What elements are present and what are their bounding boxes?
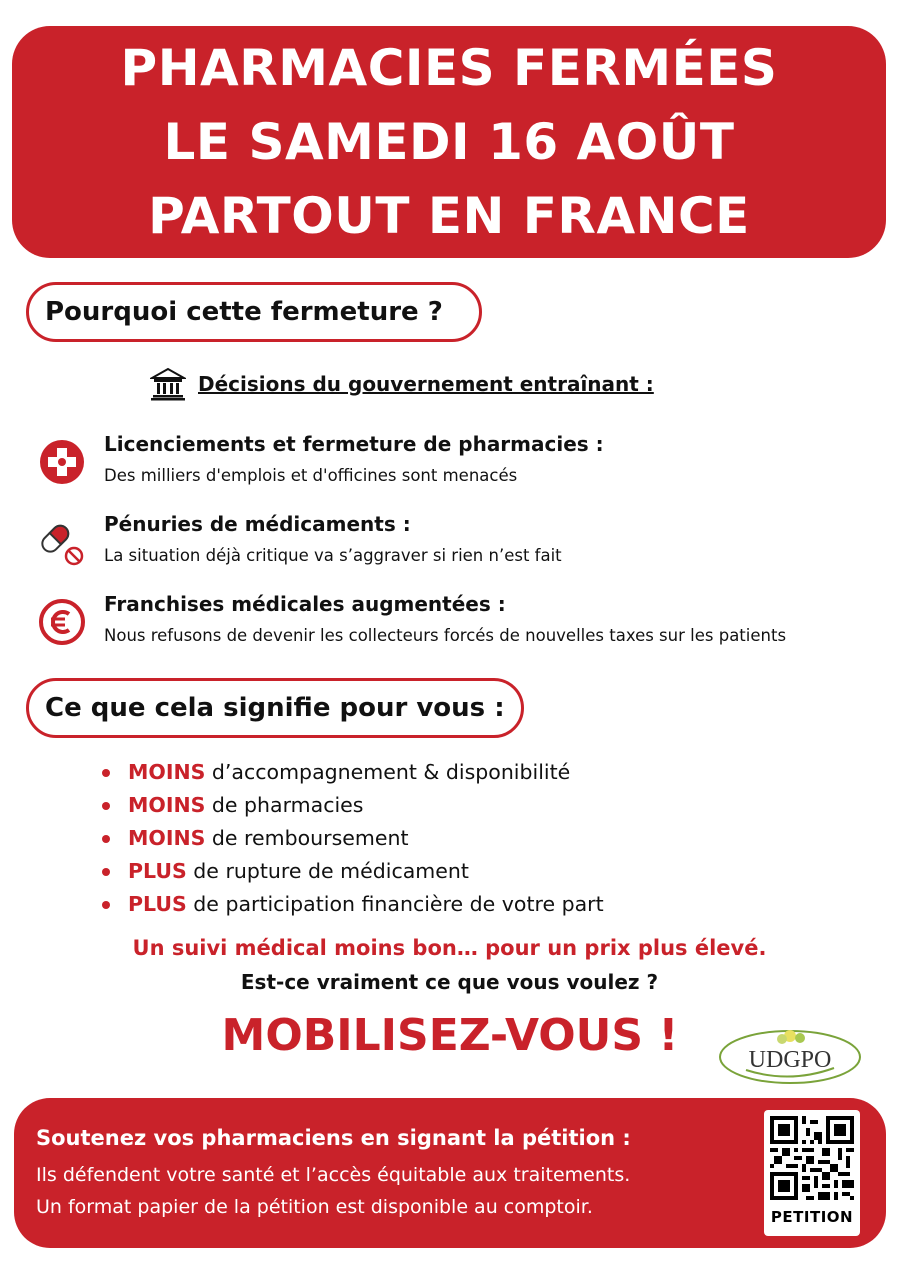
header-line-1: PHARMACIES FERMÉES xyxy=(120,39,778,97)
bullet-keyword: MOINS xyxy=(128,793,206,817)
bullet-text: d’accompagnement & disponibilité xyxy=(205,760,571,784)
list-item xyxy=(100,756,604,789)
pill-prohibited-icon xyxy=(38,518,86,566)
reason-description: Nous refusons de devenir les collecteurs forcés de nouvelles taxes sur les patients xyxy=(104,626,787,645)
qr-code-icon xyxy=(770,1116,854,1200)
call-to-action: MOBILISEZ-VOUS ! xyxy=(221,1010,679,1061)
pharmacy-cross-icon xyxy=(38,438,86,486)
petition-text-2: Un format papier de la pétition est disponible au comptoir. xyxy=(36,1196,593,1218)
qr-label: PETITION xyxy=(770,1208,854,1226)
meaning-heading: Ce que cela signifie pour vous : xyxy=(26,678,524,738)
petition-banner xyxy=(14,1098,886,1248)
petition-qr[interactable] xyxy=(764,1110,860,1236)
header-line-3: PARTOUT EN FRANCE xyxy=(148,187,750,245)
euro-icon xyxy=(38,598,86,646)
reason-title: Pénuries de médicaments : xyxy=(104,512,411,536)
udgpo-logo xyxy=(716,1024,864,1086)
decisions-label: Décisions du gouvernement entraînant : xyxy=(198,372,654,396)
reason-description: La situation déjà critique va s’aggraver si rien n’est fait xyxy=(104,546,562,565)
why-closure-heading: Pourquoi cette fermeture ? xyxy=(26,282,482,342)
bullet-keyword: MOINS xyxy=(128,826,206,850)
list-item xyxy=(100,789,604,822)
petition-text-1: Ils défendent votre santé et l’accès équitable aux traitements. xyxy=(36,1164,631,1186)
reason-description: Des milliers d'emplois et d'officines sont menacés xyxy=(104,466,518,485)
bullet-dot xyxy=(102,769,110,777)
warning-text: Un suivi médical moins bon… pour un prix plus élevé. xyxy=(132,936,767,960)
bullet-text: de participation financière de votre part xyxy=(186,892,604,916)
bullet-text: de rupture de médicament xyxy=(186,859,469,883)
bullet-text: de pharmacies xyxy=(205,793,364,817)
consequences-list xyxy=(100,756,604,921)
question-text: Est-ce vraiment ce que vous voulez ? xyxy=(240,970,659,994)
bullet-dot xyxy=(102,802,110,810)
header-banner xyxy=(12,26,886,258)
reason-title: Licenciements et fermeture de pharmacies : xyxy=(104,432,604,456)
government-building-icon xyxy=(150,367,186,401)
list-item xyxy=(100,888,604,921)
logo-text: UDGPO xyxy=(748,1047,832,1073)
bullet-dot xyxy=(102,835,110,843)
petition-title: Soutenez vos pharmaciens en signant la pétition : xyxy=(36,1126,631,1150)
bullet-dot xyxy=(102,901,110,909)
bullet-keyword: PLUS xyxy=(128,859,187,883)
bullet-keyword: MOINS xyxy=(128,760,206,784)
header-line-2: LE SAMEDI 16 AOÛT xyxy=(163,113,735,171)
bullet-dot xyxy=(102,868,110,876)
bullet-keyword: PLUS xyxy=(128,892,187,916)
bullet-text: de remboursement xyxy=(205,826,409,850)
list-item xyxy=(100,822,604,855)
government-decisions xyxy=(150,366,654,402)
reason-title: Franchises médicales augmentées : xyxy=(104,592,506,616)
list-item xyxy=(100,855,604,888)
